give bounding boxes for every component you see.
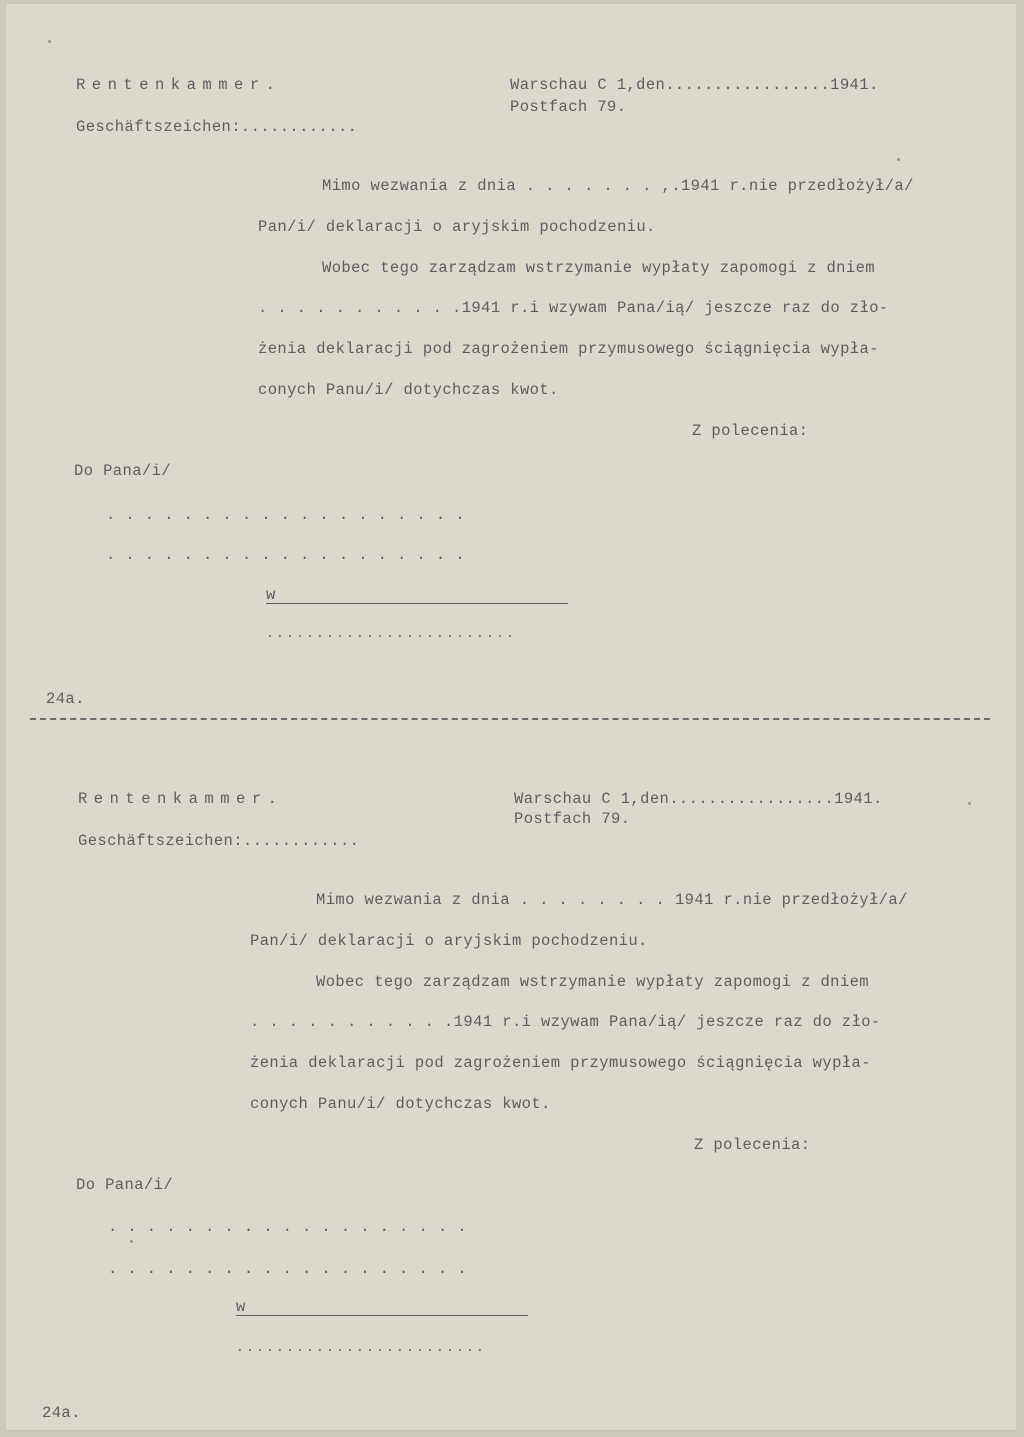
place-date: Warschau C 1,den.................1941.	[510, 76, 879, 94]
place-date: Warschau C 1,den.................1941.	[514, 790, 883, 808]
reference-number: Geschäftszeichen:............	[78, 832, 360, 850]
paragraph-2-line-4: conych Panu/i/ dotychczas kwot.	[250, 1095, 551, 1113]
address-dots-line-2: . . . . . . . . . . . . . . . . . . .	[106, 546, 465, 564]
address-dots-line-3: .........................	[266, 626, 517, 641]
address-dots-line-3: .........................	[236, 1340, 487, 1355]
paper-speck	[48, 40, 51, 43]
reference-number: Geschäftszeichen:............	[76, 118, 358, 136]
order-signature: Z polecenia:	[692, 422, 809, 440]
addressee-label: Do Pana/i/	[74, 462, 172, 480]
sender: Rentenkammer.	[78, 790, 284, 808]
address-rule	[266, 603, 568, 604]
w-label: w	[236, 1298, 246, 1316]
paper-speck	[968, 802, 971, 805]
paper-speck	[897, 158, 900, 161]
addressee-label: Do Pana/i/	[76, 1176, 174, 1194]
form-number: 24a.	[42, 1404, 81, 1422]
form-top	[0, 0, 1024, 715]
paragraph-1-line-1: Mimo wezwania z dnia . . . . . . . . 1941 r.nie przedłożył/a/	[316, 891, 908, 909]
form-bottom	[0, 712, 1024, 1427]
sender: Rentenkammer.	[76, 76, 282, 94]
postbox: Postfach 79.	[510, 98, 627, 116]
form-number: 24a.	[46, 690, 85, 708]
paragraph-2-line-3: żenia deklaracji pod zagrożeniem przymusowego ściągnięcia wypła-	[258, 340, 879, 358]
paragraph-2-line-3: żenia deklaracji pod zagrożeniem przymusowego ściągnięcia wypła-	[250, 1054, 871, 1072]
paragraph-1-line-1: Mimo wezwania z dnia . . . . . . . ,.1941 r.nie przedłożył/a/	[322, 177, 914, 195]
address-rule	[236, 1315, 528, 1316]
order-signature: Z polecenia:	[694, 1136, 811, 1154]
address-dots-line-2: . . . . . . . . . . . . . . . . . . .	[108, 1260, 467, 1278]
paragraph-2-line-1: Wobec tego zarządzam wstrzymanie wypłaty zapomogi z dniem	[316, 973, 869, 991]
address-dots-line-1: . . . . . . . . . . . . . . . . . . .	[108, 1218, 467, 1236]
paragraph-2-line-1: Wobec tego zarządzam wstrzymanie wypłaty zapomogi z dniem	[322, 259, 875, 277]
w-label: w	[266, 586, 276, 604]
postbox: Postfach 79.	[514, 810, 631, 828]
paragraph-1-line-2: Pan/i/ deklaracji o aryjskim pochodzeniu.	[250, 932, 648, 950]
address-dots-line-1: . . . . . . . . . . . . . . . . . . .	[106, 506, 465, 524]
paragraph-2-line-2: . . . . . . . . . . .1941 r.i wzywam Pana/ią/ jeszcze raz do zło-	[258, 299, 889, 317]
paragraph-1-line-2: Pan/i/ deklaracji o aryjskim pochodzeniu.	[258, 218, 656, 236]
paragraph-2-line-4: conych Panu/i/ dotychczas kwot.	[258, 381, 559, 399]
paper-speck	[130, 1240, 133, 1243]
paragraph-2-line-2: . . . . . . . . . . .1941 r.i wzywam Pana/ią/ jeszcze raz do zło-	[250, 1013, 881, 1031]
